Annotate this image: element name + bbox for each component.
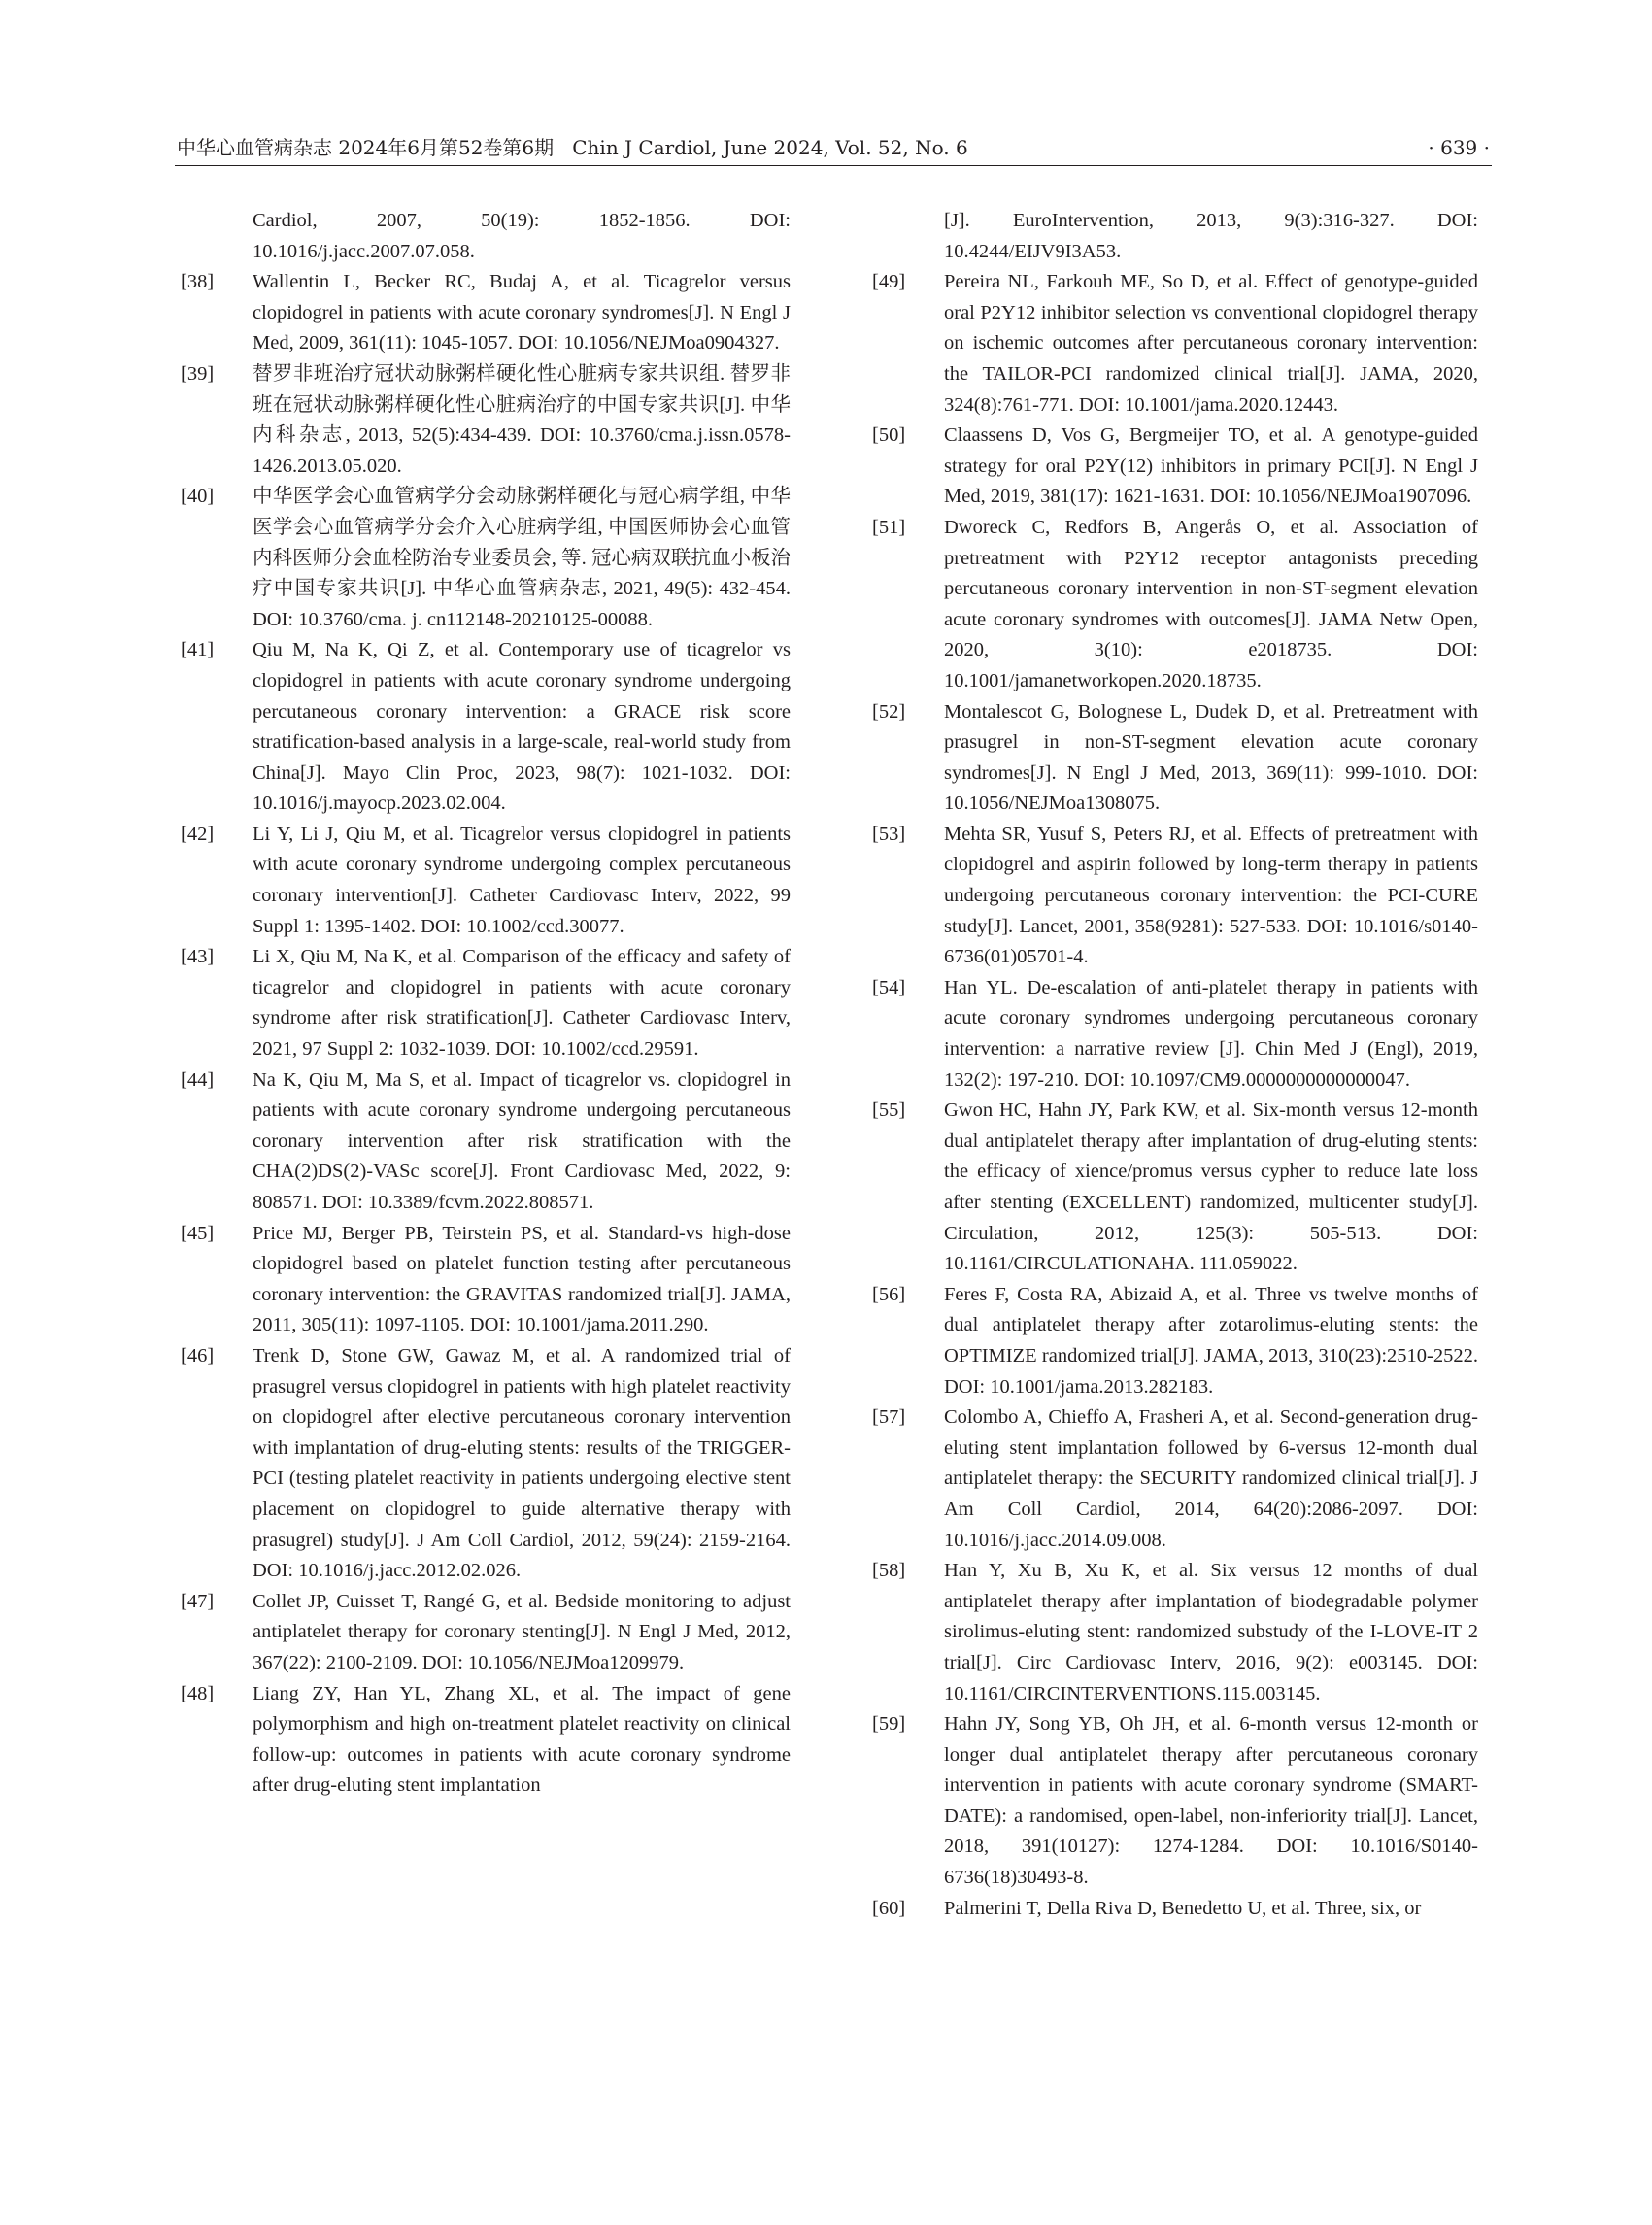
reference-item: [872, 1709, 1478, 1894]
reference-text: Colombo A, Chieffo A, Frasheri A, et al. Second-generation drug-eluting stent implantation followed by 6-versus 12-month dual antiplatelet therapy: the SECURITY randomized clinical trial[J]. J Am Coll Cardiol, 2014, 64(20):2086-2097. DOI: 10.1016/j.jacc.2014.09.008.: [944, 1406, 1478, 1551]
reference-number: [50]: [872, 424, 906, 447]
reference-number: [52]: [872, 700, 906, 723]
reference-item: [181, 359, 791, 482]
reference-text: Mehta SR, Yusuf S, Peters RJ, et al. Effects of pretreatment with clopidogrel and aspirin followed by long-term therapy in patients undergoing percutaneous coronary intervention: the PCI-CURE study[J]. Lancet, 2001, 358(9281): 527-533. DOI: 10.1016/s0140-6736(01)05701-4.: [944, 823, 1478, 968]
reference-item: [872, 421, 1478, 513]
reference-item: [872, 820, 1478, 973]
reference-item: [181, 1679, 791, 1802]
journal-title-cn: 中华心血管病杂志 2024年6月第52卷第6期: [177, 136, 555, 159]
reference-number: [51]: [872, 516, 906, 538]
page-number: · 639 ·: [1428, 136, 1490, 159]
reference-item: [872, 973, 1478, 1096]
reference-item: [872, 206, 1478, 267]
reference-text: Montalescot G, Bolognese L, Dudek D, et al. Pretreatment with prasugrel in non-ST-segment elevation acute coronary syndromes[J]. N Engl J Med, 2013, 369(11): 999-1010. DOI: 10.1056/NEJMoa1308075.: [944, 700, 1478, 815]
reference-number: [60]: [872, 1897, 906, 1919]
reference-item: [872, 1894, 1478, 1925]
reference-text: Qiu M, Na K, Qi Z, et al. Contemporary use of ticagrelor vs clopidogrel in patients with acute coronary syndrome undergoing percutaneous coronary intervention: a GRACE risk score stratification-based analysis in a large-scale, real-world study from China[J]. Mayo Clin Proc, 2023, 98(7): 1021-1032. DOI: 10.1016/j.mayocp.2023.02.004.: [253, 639, 791, 815]
running-header: [175, 130, 1492, 166]
reference-text: [J]. EuroIntervention, 2013, 9(3):316-327. DOI: 10.4244/EIJV9I3A53.: [944, 210, 1478, 262]
reference-text: 替罗非班治疗冠状动脉粥样硬化性心脏病专家共识组. 替罗非班在冠状动脉粥样硬化性心脏病治疗的中国专家共识[J]. 中华内科杂志, 2013, 52(5):434-439. DOI: 10.3760/cma.j.issn.0578-1426.2013.05.020.: [253, 362, 791, 477]
reference-item: [181, 820, 791, 942]
reference-number: [56]: [872, 1283, 906, 1305]
reference-number: [41]: [181, 639, 215, 661]
reference-number: [40]: [181, 486, 215, 508]
reference-item: [872, 1280, 1478, 1402]
references-left-column: [181, 206, 791, 1802]
journal-info: [177, 134, 968, 161]
reference-number: [45]: [181, 1222, 215, 1244]
reference-item: [181, 1341, 791, 1587]
reference-text: 中华医学会心血管病学分会动脉粥样硬化与冠心病学组, 中华医学会心血管病学分会介入心脏病学组, 中国医师协会心血管内科医师分会血栓防治专业委员会, 等. 冠心病双联抗血小板治疗中国专家共识[J]. 中华心血管病杂志, 2021, 49(5): 432-454. DOI: 10.3760/cma. j. cn112148-20210125-00088.: [253, 486, 791, 630]
journal-title-en: Chin J Cardiol, June 2024, Vol. 52, No. 6: [572, 136, 968, 159]
reference-item: [181, 267, 791, 359]
reference-text: Price MJ, Berger PB, Teirstein PS, et al. Standard-vs high-dose clopidogrel based on platelet function testing after percutaneous coronary intervention: the GRAVITAS randomized trial[J]. JAMA, 2011, 305(11): 1097-1105. DOI: 10.1001/jama.2011.290.: [253, 1222, 791, 1336]
reference-item: [872, 1096, 1478, 1280]
reference-item: [181, 1587, 791, 1679]
reference-number: [44]: [181, 1068, 215, 1091]
reference-text: Collet JP, Cuisset T, Rangé G, et al. Bedside monitoring to adjust antiplatelet therapy for coronary stenting[J]. N Engl J Med, 2012, 367(22): 2100-2109. DOI: 10.1056/NEJMoa1209979.: [253, 1590, 791, 1673]
reference-number: [47]: [181, 1590, 215, 1612]
reference-text: Claassens D, Vos G, Bergmeijer TO, et al. A genotype-guided strategy for oral P2Y(12) inhibitors in primary PCI[J]. N Engl J Med, 2019, 381(17): 1621-1631. DOI: 10.1056/NEJMoa1907096.: [944, 424, 1478, 508]
reference-number: [49]: [872, 271, 906, 293]
reference-item: [181, 942, 791, 1064]
reference-item: [181, 635, 791, 820]
reference-item: [872, 697, 1478, 820]
reference-text: Han Y, Xu B, Xu K, et al. Six versus 12 months of dual antiplatelet therapy after implantation of biodegradable polymer sirolimus-eluting stent: randomized substudy of the I-LOVE-IT 2 trial[J]. Circ Cardiovasc Interv, 2016, 9(2): e003145. DOI: 10.1161/CIRCINTERVENTIONS.115.003145.: [944, 1560, 1478, 1704]
reference-text: Na K, Qiu M, Ma S, et al. Impact of ticagrelor vs. clopidogrel in patients with acute coronary syndrome undergoing percutaneous coronary intervention after risk stratification with the CHA(2)DS(2)-VASc score[J]. Front Cardiovasc Med, 2022, 9: 808571. DOI: 10.3389/fcvm.2022.808571.: [253, 1068, 791, 1213]
reference-number: [58]: [872, 1560, 906, 1582]
reference-item: [872, 267, 1478, 421]
reference-text: Hahn JY, Song YB, Oh JH, et al. 6-month versus 12-month or longer dual antiplatelet therapy after percutaneous coronary intervention in patients with acute coronary syndrome (SMART-DATE): a randomised, open-label, non-inferiority trial[J]. Lancet, 2018, 391(10127): 1274-1284. DOI: 10.1016/S0140-6736(18)30493-8.: [944, 1713, 1478, 1889]
reference-text: Li X, Qiu M, Na K, et al. Comparison of the efficacy and safety of ticagrelor and clopidogrel in patients with acute coronary syndrome after risk stratification[J]. Catheter Cardiovasc Interv, 2021, 97 Suppl 2: 1032-1039. DOI: 10.1002/ccd.29591.: [253, 946, 791, 1061]
reference-number: [39]: [181, 362, 215, 385]
reference-item: [872, 1402, 1478, 1556]
reference-number: [48]: [181, 1682, 215, 1704]
reference-text: Wallentin L, Becker RC, Budaj A, et al. Ticagrelor versus clopidogrel in patients with acute coronary syndromes[J]. N Engl J Med, 2009, 361(11): 1045-1057. DOI: 10.1056/NEJMoa0904327.: [253, 271, 791, 354]
reference-number: [55]: [872, 1099, 906, 1122]
reference-number: [53]: [872, 823, 906, 845]
reference-text: Trenk D, Stone GW, Gawaz M, et al. A randomized trial of prasugrel versus clopidogrel in patients with high platelet reactivity on clopidogrel after elective percutaneous coronary intervention with implantation of drug-eluting stents: results of the TRIGGER-PCI (testing platelet reactivity in patients undergoing elective stent placement on clopidogrel to guide alternative therapy with prasugrel) study[J]. J Am Coll Cardiol, 2012, 59(24): 2159-2164. DOI: 10.1016/j.jacc.2012.02.026.: [253, 1344, 791, 1582]
reference-item: [181, 1219, 791, 1341]
references-right-column: [872, 206, 1478, 1924]
reference-text: Gwon HC, Hahn JY, Park KW, et al. Six-month versus 12-month dual antiplatelet therapy after implantation of drug-eluting stents: the efficacy of xience/promus versus cypher to reduce late loss after stenting (EXCELLENT) randomized, multicenter study[J]. Circulation, 2012, 125(3): 505-513. DOI: 10.1161/CIRCULATIONAHA. 111.059022.: [944, 1099, 1478, 1275]
reference-number: [43]: [181, 946, 215, 968]
reference-text: Feres F, Costa RA, Abizaid A, et al. Three vs twelve months of dual antiplatelet therapy after zotarolimus-eluting stents: the OPTIMIZE randomized trial[J]. JAMA, 2013, 310(23):2510-2522. DOI: 10.1001/jama.2013.282183.: [944, 1283, 1478, 1398]
reference-item: [181, 482, 791, 635]
reference-number: [57]: [872, 1406, 906, 1429]
reference-number: [38]: [181, 271, 215, 293]
reference-item: [872, 1556, 1478, 1709]
reference-number: [59]: [872, 1713, 906, 1736]
reference-item: [181, 206, 791, 267]
reference-text: Palmerini T, Della Riva D, Benedetto U, et al. Three, six, or: [944, 1897, 1422, 1919]
reference-text: Cardiol, 2007, 50(19): 1852-1856. DOI: 10.1016/j.jacc.2007.07.058.: [253, 210, 791, 262]
reference-text: Dworeck C, Redfors B, Angerås O, et al. Association of pretreatment with P2Y12 receptor antagonists preceding percutaneous coronary intervention in non-ST-segment elevation acute coronary syndromes with outcomes[J]. JAMA Netw Open, 2020, 3(10): e2018735. DOI: 10.1001/jamanetworkopen.2020.18735.: [944, 516, 1478, 691]
reference-text: Li Y, Li J, Qiu M, et al. Ticagrelor versus clopidogrel in patients with acute coronary syndrome undergoing complex percutaneous coronary intervention[J]. Catheter Cardiovasc Interv, 2022, 99 Suppl 1: 1395-1402. DOI: 10.1002/ccd.30077.: [253, 823, 791, 937]
reference-text: Han YL. De-escalation of anti-platelet therapy in patients with acute coronary syndromes undergoing percutaneous coronary intervention: a narrative review [J]. Chin Med J (Engl), 2019, 132(2): 197-210. DOI: 10.1097/CM9.0000000000000047.: [944, 976, 1478, 1091]
reference-number: [42]: [181, 823, 215, 845]
reference-item: [872, 513, 1478, 697]
reference-number: [46]: [181, 1344, 215, 1366]
reference-number: [54]: [872, 976, 906, 998]
reference-text: Pereira NL, Farkouh ME, So D, et al. Effect of genotype-guided oral P2Y12 inhibitor selection vs conventional clopidogrel therapy on ischemic outcomes after percutaneous coronary intervention: the TAILOR-PCI randomized clinical trial[J]. JAMA, 2020, 324(8):761-771. DOI: 10.1001/jama.2020.12443.: [944, 271, 1478, 416]
reference-text: Liang ZY, Han YL, Zhang XL, et al. The impact of gene polymorphism and high on-treatment platelet reactivity on clinical follow-up: outcomes in patients with acute coronary syndrome after drug-eluting stent implantation: [253, 1682, 791, 1797]
reference-item: [181, 1065, 791, 1219]
